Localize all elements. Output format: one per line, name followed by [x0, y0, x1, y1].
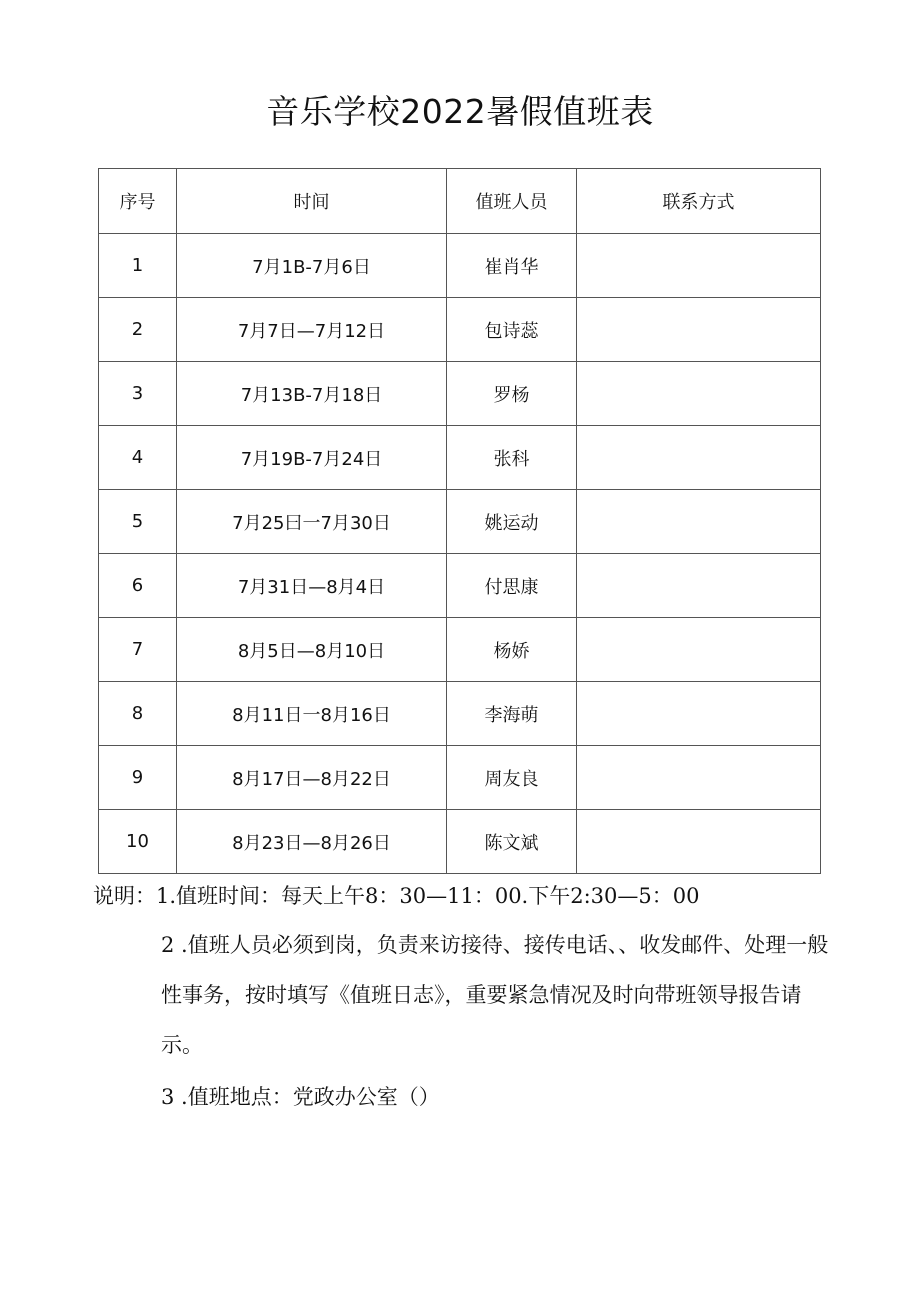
header-person: 值班人员 [447, 169, 577, 234]
cell-person: 包诗蕊 [447, 298, 577, 362]
notes-section [93, 876, 833, 1122]
cell-contact [577, 554, 821, 618]
table-row [99, 426, 821, 490]
cell-person: 张科 [447, 426, 577, 490]
cell-person: 姚运动 [447, 490, 577, 554]
table-header-row [99, 169, 821, 234]
cell-time: 8月5日—8月10日 [177, 618, 447, 682]
table-row [99, 234, 821, 298]
table-row [99, 362, 821, 426]
cell-number: 8 [99, 682, 177, 746]
cell-time: 7月7日—7月12日 [177, 298, 447, 362]
cell-contact [577, 234, 821, 298]
cell-time: 7月31日—8月4日 [177, 554, 447, 618]
cell-time: 8月11日一8月16日 [177, 682, 447, 746]
cell-contact [577, 362, 821, 426]
cell-person: 付思康 [447, 554, 577, 618]
page-title: 音乐学校2022暑假值班表 [266, 92, 654, 131]
cell-person: 李海萌 [447, 682, 577, 746]
cell-number: 2 [99, 298, 177, 362]
cell-person: 罗杨 [447, 362, 577, 426]
cell-contact [577, 298, 821, 362]
cell-number: 4 [99, 426, 177, 490]
note-item-1: 1.值班时间：每天上午8：30—11：00.下午2:30—5：00 [156, 884, 700, 908]
cell-number: 5 [99, 490, 177, 554]
cell-number: 6 [99, 554, 177, 618]
cell-time: 8月23日—8月26日 [177, 810, 447, 874]
cell-contact [577, 618, 821, 682]
cell-number: 9 [99, 746, 177, 810]
cell-contact [577, 810, 821, 874]
header-contact: 联系方式 [577, 169, 821, 234]
cell-time: 7月19B-7月24日 [177, 426, 447, 490]
notes-label: 说明： [93, 884, 156, 908]
cell-person: 崔肖华 [447, 234, 577, 298]
table-row [99, 554, 821, 618]
cell-person: 杨娇 [447, 618, 577, 682]
cell-contact [577, 746, 821, 810]
header-number: 序号 [99, 169, 177, 234]
duty-roster-table [98, 168, 821, 874]
cell-contact [577, 490, 821, 554]
table-row [99, 298, 821, 362]
note-item-2: 2 .值班人员必须到岗，负责来访接待、接传电话、、收发邮件、处理一般性事务，按时填写《值班日志》，重要紧急情况及时向带班领导报告请示。 [161, 933, 829, 1057]
table-row [99, 490, 821, 554]
cell-person: 陈文斌 [447, 810, 577, 874]
note-item-3: 3 .值班地点：党政办公室（） [161, 1085, 440, 1109]
table-row [99, 618, 821, 682]
cell-person: 周友良 [447, 746, 577, 810]
table-row [99, 746, 821, 810]
cell-time: 7月1B-7月6日 [177, 234, 447, 298]
note-line-1 [93, 876, 833, 916]
header-time: 时间 [177, 169, 447, 234]
table-row [99, 810, 821, 874]
cell-number: 10 [99, 810, 177, 874]
cell-number: 1 [99, 234, 177, 298]
cell-number: 7 [99, 618, 177, 682]
cell-time: 7月13B-7月18日 [177, 362, 447, 426]
cell-contact [577, 426, 821, 490]
table-row [99, 682, 821, 746]
cell-time: 7月25曰一7月30日 [177, 490, 447, 554]
cell-contact [577, 682, 821, 746]
cell-number: 3 [99, 362, 177, 426]
cell-time: 8月17日—8月22日 [177, 746, 447, 810]
